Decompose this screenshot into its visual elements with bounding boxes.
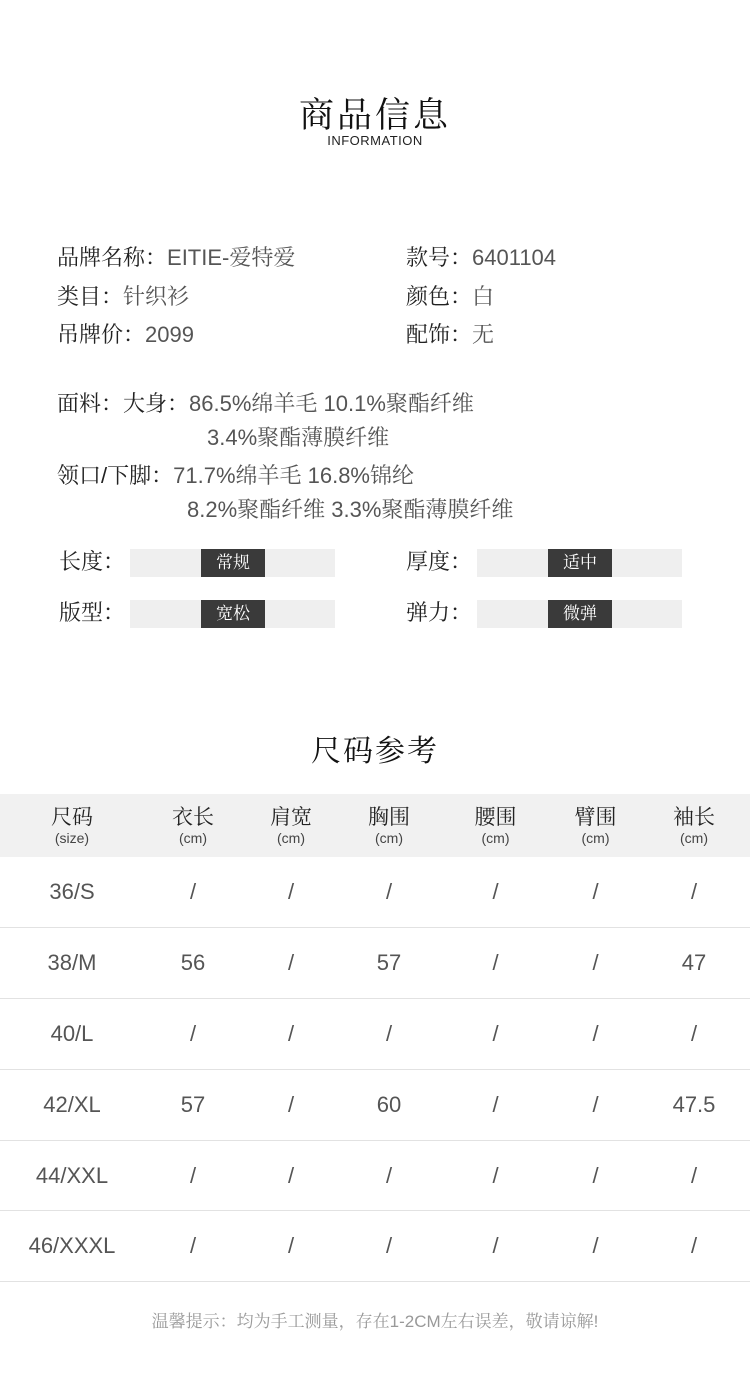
brand-field <box>57 243 295 273</box>
header-unit: (cm) <box>277 829 305 846</box>
info-section-subtitle: INFORMATION <box>327 133 423 148</box>
table-cell: / <box>242 1069 340 1140</box>
table-cell: 46/XXXL <box>0 1211 144 1282</box>
table-cell: / <box>242 999 340 1070</box>
table-cell: / <box>340 1140 438 1211</box>
accessory-value: 无 <box>472 322 495 347</box>
fabric-body-composition-1: 86.5%绵羊毛 10.1%聚酯纤维 <box>189 391 474 416</box>
color-label: 颜色： <box>406 284 473 309</box>
brand-label: 品牌名称： <box>57 245 168 270</box>
tag-price-value: 2099 <box>145 322 194 347</box>
table-cell: 42/XL <box>0 1069 144 1140</box>
table-row <box>0 999 750 1070</box>
table-row <box>0 1140 750 1211</box>
style-no-value: 6401104 <box>472 245 557 270</box>
header-sleeve <box>638 794 750 857</box>
accessory-field <box>406 320 494 350</box>
fabric-label: 面料： <box>57 391 124 416</box>
size-chart-table <box>0 794 750 1282</box>
table-cell: / <box>438 1140 553 1211</box>
brand-value: EITIE-爱特爱 <box>167 245 296 270</box>
table-cell: 36/S <box>0 857 144 928</box>
header-arm <box>553 794 638 857</box>
table-cell: 38/M <box>0 928 144 999</box>
table-cell: / <box>553 1140 638 1211</box>
header-unit: (cm) <box>375 829 403 846</box>
header-name: 尺码 <box>51 805 93 829</box>
table-row <box>0 928 750 999</box>
fabric-body-line2 <box>207 421 389 455</box>
length-label: 长度： <box>59 549 126 574</box>
stretch-meter <box>477 600 682 628</box>
header-unit: (cm) <box>680 829 708 846</box>
thickness-value-tag: 适中 <box>548 549 612 577</box>
header-size <box>0 794 144 857</box>
table-cell: / <box>144 1140 242 1211</box>
style-no-field <box>406 243 556 273</box>
fabric-collar-composition-2: 8.2%聚酯纤维 3.3%聚酯薄膜纤维 <box>187 497 514 522</box>
table-cell: 47.5 <box>638 1069 750 1140</box>
header-waist <box>438 794 553 857</box>
header-unit: (cm) <box>581 829 610 846</box>
table-cell: / <box>340 1211 438 1282</box>
accessory-label: 配饰： <box>406 322 473 347</box>
category-field <box>57 282 189 312</box>
table-cell: / <box>242 928 340 999</box>
table-cell: / <box>553 999 638 1070</box>
table-row <box>0 857 750 928</box>
header-chest <box>340 794 438 857</box>
header-name: 腰围 <box>474 805 517 829</box>
size-chart-header-row <box>0 794 750 857</box>
header-unit: (size) <box>54 829 90 846</box>
table-cell: / <box>144 1211 242 1282</box>
color-field <box>406 282 494 312</box>
table-cell: / <box>638 999 750 1070</box>
length-value-tag: 常规 <box>201 549 265 577</box>
fit-label: 版型： <box>59 600 126 625</box>
table-cell: / <box>242 1140 340 1211</box>
table-cell: / <box>638 1211 750 1282</box>
table-cell: / <box>438 1211 553 1282</box>
tag-price-field <box>57 320 194 350</box>
table-cell: / <box>438 999 553 1070</box>
header-name: 臂围 <box>574 805 617 829</box>
header-name: 衣长 <box>172 805 214 829</box>
tag-price-label: 吊牌价： <box>57 322 146 347</box>
fabric-collar-line1 <box>57 459 414 493</box>
table-cell: / <box>242 857 340 928</box>
table-row <box>0 1069 750 1140</box>
table-cell: / <box>553 857 638 928</box>
fabric-collar-label: 领口/下脚： <box>57 463 174 488</box>
fabric-collar-line2 <box>187 493 513 527</box>
table-cell: 60 <box>340 1069 438 1140</box>
table-cell: / <box>340 999 438 1070</box>
thickness-label: 厚度： <box>406 549 473 574</box>
fit-meter <box>130 600 335 628</box>
length-meter <box>130 549 335 577</box>
info-section-title: 商品信息 <box>298 96 451 135</box>
table-cell: / <box>638 857 750 928</box>
header-unit: (cm) <box>481 829 510 846</box>
fabric-collar-composition-1: 71.7%绵羊毛 16.8%锦纶 <box>173 463 414 488</box>
fabric-body-line1 <box>57 387 474 421</box>
table-cell: / <box>553 928 638 999</box>
size-chart-title: 尺码参考 <box>311 735 439 768</box>
table-cell: / <box>553 1211 638 1282</box>
table-cell: / <box>638 1140 750 1211</box>
table-cell: 44/XXL <box>0 1140 144 1211</box>
header-name: 胸围 <box>368 805 410 829</box>
table-cell: 57 <box>144 1069 242 1140</box>
fabric-body-composition-2: 3.4%聚酯薄膜纤维 <box>207 425 390 450</box>
fabric-body-label: 大身： <box>123 391 190 416</box>
header-shoulder <box>242 794 340 857</box>
table-cell: / <box>438 1069 553 1140</box>
header-unit: (cm) <box>179 829 207 846</box>
table-cell: / <box>144 999 242 1070</box>
stretch-label: 弹力： <box>406 600 473 625</box>
table-row <box>0 1211 750 1282</box>
category-value: 针织衫 <box>123 284 190 309</box>
fit-value-tag: 宽松 <box>201 600 265 628</box>
thickness-meter <box>477 549 682 577</box>
table-cell: / <box>242 1211 340 1282</box>
stretch-value-tag: 微弹 <box>548 600 612 628</box>
table-cell: 40/L <box>0 999 144 1070</box>
table-cell: / <box>438 928 553 999</box>
category-label: 类目： <box>57 284 124 309</box>
color-value: 白 <box>472 284 495 309</box>
table-cell: 56 <box>144 928 242 999</box>
table-cell: 47 <box>638 928 750 999</box>
table-cell: 57 <box>340 928 438 999</box>
style-no-label: 款号： <box>406 245 473 270</box>
measurement-note: 温馨提示：均为手工测量，存在1-2CM左右误差，敬请谅解! <box>151 1312 599 1331</box>
table-cell: / <box>144 857 242 928</box>
header-name: 袖长 <box>673 805 715 829</box>
table-cell: / <box>340 857 438 928</box>
header-length <box>144 794 242 857</box>
table-cell: / <box>553 1069 638 1140</box>
table-cell: / <box>438 857 553 928</box>
header-name: 肩宽 <box>270 805 312 829</box>
